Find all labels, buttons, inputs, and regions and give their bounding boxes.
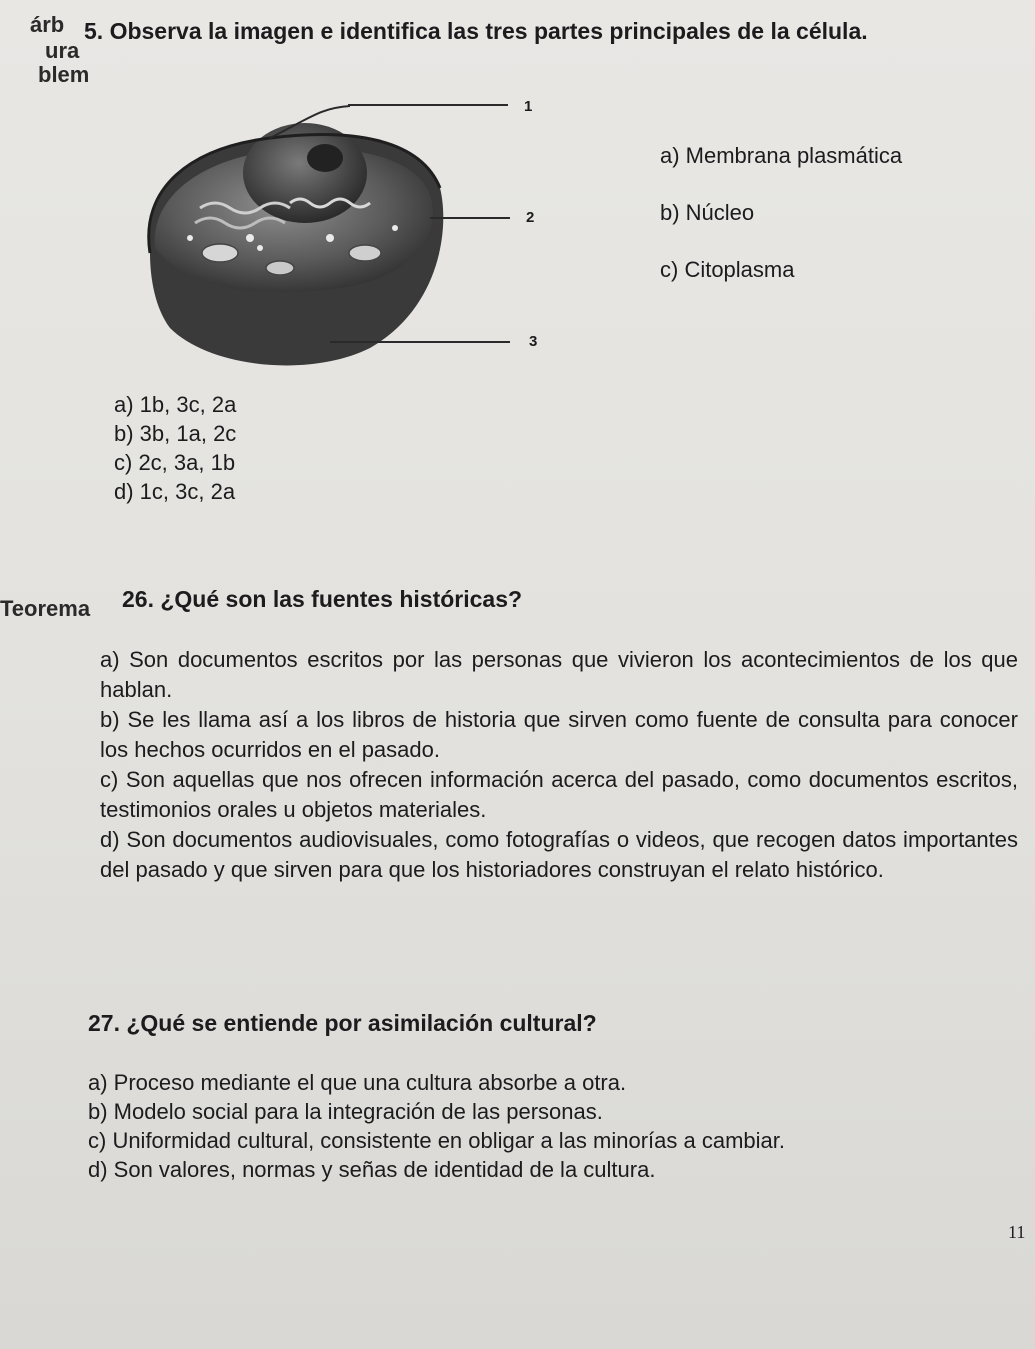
q25-option-d: d) 1c, 3c, 2a [114,479,236,504]
label-2: 2 [526,209,535,226]
q27-option-b: b) Modelo social para la integración de las personas. [88,1099,603,1124]
q25-title: 5. Observa la imagen e identifica las tres partes principales de la célula. [84,18,868,44]
q27-title: 27. ¿Qué se entiende por asimilación cultural? [88,1010,597,1036]
part-b: b) Núcleo [660,200,755,225]
page-number: 11 [1008,1222,1026,1242]
margin-fragment-third: blem [38,62,90,87]
label-3: 3 [529,333,538,350]
cell-diagram [120,78,560,378]
q25-options [114,390,236,506]
q27-option-a: a) Proceso mediante el que una cultura absorbe a otra. [88,1070,627,1095]
cell-illustration [120,78,560,378]
label-1: 1 [524,98,533,115]
q27-options [88,1068,988,1184]
margin-fragment-second: ura [45,38,80,63]
q26-option-d: d) Son documentos audiovisuales, como fotografías o videos, que recogen datos importantes del pasado y que sirven para que los historiadores construyan el relato histórico. [100,827,1018,882]
part-c: c) Citoplasma [660,257,795,282]
part-a: a) Membrana plasmática [660,143,903,168]
label-line-2 [430,217,510,219]
q27-option-c: c) Uniformidad cultural, consistente en obligar a las minorías a cambiar. [88,1128,785,1153]
q25-option-a: a) 1b, 3c, 2a [114,392,237,417]
q26-title: 26. ¿Qué son las fuentes históricas? [122,586,523,612]
label-line-1 [348,104,508,106]
q25-option-b: b) 3b, 1a, 2c [114,421,237,446]
q25-option-c: c) 2c, 3a, 1b [114,450,236,475]
margin-fragment-left: Teorema [0,596,91,621]
q26-option-c: c) Son aquellas que nos ofrecen información acerca del pasado, como documentos escritos, testimonios orales u objetos materiales. [100,767,1018,822]
margin-fragment-top: árb [30,12,65,37]
q26-option-a: a) Son documentos escritos por las personas que vivieron los acontecimientos de los que hablan. [100,647,1018,702]
label-line-3 [330,341,510,343]
q26-option-b: b) Se les llama así a los libros de historia que sirven como fuente de consulta para conocer los hechos ocurridos en el pasado. [100,707,1018,762]
q26-options [100,645,1018,885]
q27-option-d: d) Son valores, normas y señas de identidad de la cultura. [88,1157,656,1182]
nucleolus-shape [307,144,343,172]
